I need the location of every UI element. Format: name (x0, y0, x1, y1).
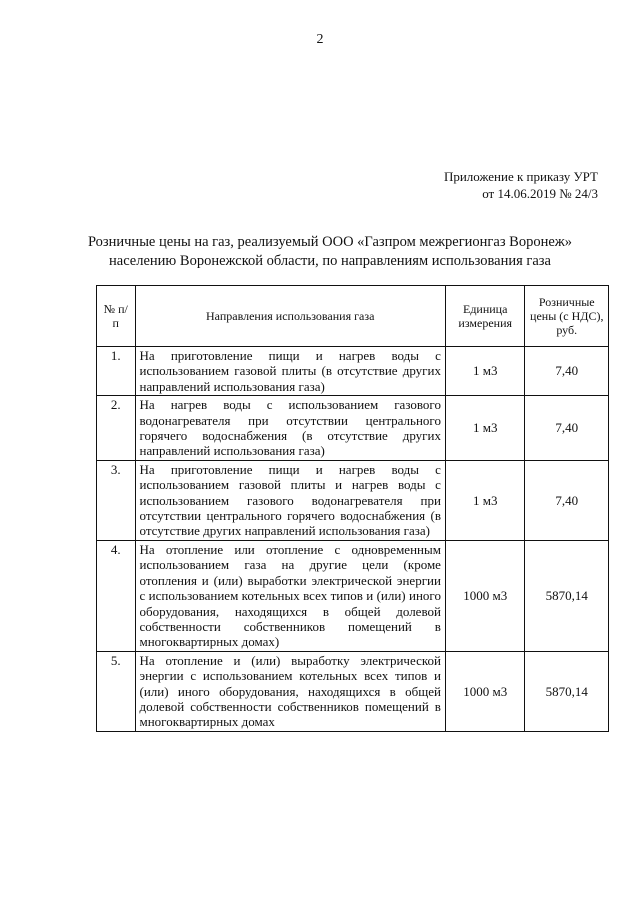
row-unit: 1000 м3 (445, 651, 525, 731)
document-title (60, 233, 600, 271)
title-line-2: населению Воронежской области, по направлениям использования газа (109, 253, 551, 269)
row-price: 5870,14 (525, 651, 609, 731)
row-unit: 1 м3 (445, 347, 525, 396)
page-number: 2 (316, 32, 324, 47)
table-row (97, 651, 609, 731)
appendix-line-1: Приложение к приказу УРТ (443, 169, 598, 184)
row-unit: 1000 м3 (445, 540, 525, 651)
table-row (97, 540, 609, 651)
row-num: 2. (97, 396, 136, 461)
row-direction: На отопление и (или) выработку электрической энергии с использованием котельных всех типов и (или) иного оборудования, находящихся в общей долевой собственности собственников помещений в многоквартирных домах (135, 651, 445, 731)
row-direction: На приготовление пищи и нагрев воды с использованием газовой плиты (в отсутствие других направлений использования газа) (135, 347, 445, 396)
row-price: 7,40 (525, 460, 609, 540)
row-num: 4. (97, 540, 136, 651)
row-price: 7,40 (525, 396, 609, 461)
header-price: Розничные цены (с НДС), руб. (525, 286, 609, 347)
row-price: 7,40 (525, 347, 609, 396)
row-direction: На нагрев воды с использованием газового водонагревателя при отсутствии центрального горячего водоснабжения (в отсутствие других направлений использования газа) (135, 396, 445, 461)
row-num: 5. (97, 651, 136, 731)
row-direction: На приготовление пищи и нагрев воды с использованием газовой плиты и нагрев воды с использованием газового водонагревателя при отсутствии центрального горячего водоснабжения (в отсутствие других направлений использования газа) (135, 460, 445, 540)
table-row (97, 396, 609, 461)
header-num: № п/п (97, 286, 136, 347)
title-line-1: Розничные цены на газ, реализуемый ООО «Газпром межрегионгаз Воронеж» (87, 234, 573, 250)
table-row (97, 347, 609, 396)
table-row (97, 460, 609, 540)
row-direction: На отопление или отопление с одновременным использованием газа на другие цели (кроме отопления и (или) выработки электрической энергии с использованием котельных всех типов и (или) иного оборудования, находящихся в общей долевой собственности собственников помещений в многоквартирных домах) (135, 540, 445, 651)
appendix-reference (444, 168, 598, 202)
appendix-line-2: от 14.06.2019 № 24/3 (482, 186, 598, 201)
row-num: 3. (97, 460, 136, 540)
table-header-row (97, 286, 609, 347)
header-direction: Направления использования газа (135, 286, 445, 347)
header-unit: Единица измерения (445, 286, 525, 347)
row-price: 5870,14 (525, 540, 609, 651)
price-table (96, 285, 609, 732)
row-unit: 1 м3 (445, 460, 525, 540)
row-unit: 1 м3 (445, 396, 525, 461)
row-num: 1. (97, 347, 136, 396)
